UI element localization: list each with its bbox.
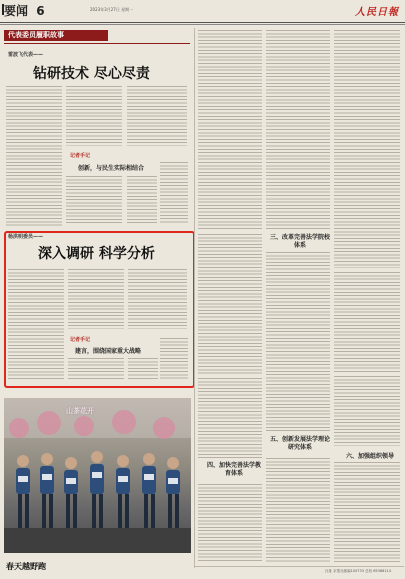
right-text-column-8: [198, 484, 262, 562]
story2-note-label: 记者手记: [70, 337, 91, 343]
right-text-column-1: [198, 30, 262, 230]
right-text-column-11: [334, 462, 400, 562]
column-banner: 代表委员履职故事: [4, 30, 108, 41]
right-section-5-heading: 五、创新发展法学理论研究体系: [269, 436, 330, 451]
section-title: [4, 2, 45, 19]
right-section-6-heading: 六、加强组织领导: [346, 453, 395, 460]
story1-note-column-3: [160, 162, 188, 224]
story1-kicker: 雷波飞代表——: [8, 52, 44, 58]
story1-text-column-1: [6, 86, 62, 226]
story2-kicker: 杨洪明委员——: [8, 234, 44, 240]
header-rule: [0, 22, 405, 23]
story2-headline: 深入调研 科学分析: [38, 246, 155, 262]
column-divider: [194, 28, 195, 568]
right-text-column-3: [334, 30, 400, 268]
footer-rule: [194, 566, 404, 567]
marathon-photo: [4, 398, 191, 553]
story1-text-column-2: [66, 86, 122, 146]
masthead: [0, 0, 405, 20]
right-text-column-10: [334, 376, 400, 446]
right-text-column-4: [198, 234, 262, 374]
right-text-column-2: [266, 30, 330, 230]
photo-caption: 春天越野跑: [6, 562, 46, 571]
banner-rule: [4, 43, 190, 44]
section-name: 要闻: [4, 4, 29, 18]
story1-text-column-3: [127, 86, 187, 146]
right-section-4-heading: 四、加快完善法学教育体系: [206, 462, 261, 477]
story1-note-column-2: [127, 176, 157, 224]
story1-note-label: 记者手记: [70, 153, 91, 159]
header-rule-secondary: [0, 24, 405, 25]
newspaper-logo: 人民日報: [355, 7, 399, 18]
right-text-column-6: [334, 272, 400, 372]
right-section-3-heading: 三、改革完善法学院校体系: [269, 234, 330, 249]
highlight-frame: [4, 231, 195, 388]
runners-illustration: [4, 398, 191, 553]
right-text-column-5: [266, 252, 330, 432]
story1-note-title: 创新，与民生实际相结合: [78, 165, 145, 172]
issue-date: 2023年3月27日 星期一: [90, 7, 134, 12]
story1-note-column-1: [66, 176, 122, 224]
footer-address: 社址 京报社邮编100733 总机 65368114: [325, 569, 392, 573]
story2-note-title: 建言，围绕国家重大战略: [75, 348, 142, 355]
story1-headline: 钻研技术 尽心尽责: [33, 66, 150, 82]
right-text-column-9: [266, 458, 330, 562]
section-number: 6: [36, 4, 45, 18]
right-text-column-7: [198, 378, 262, 458]
